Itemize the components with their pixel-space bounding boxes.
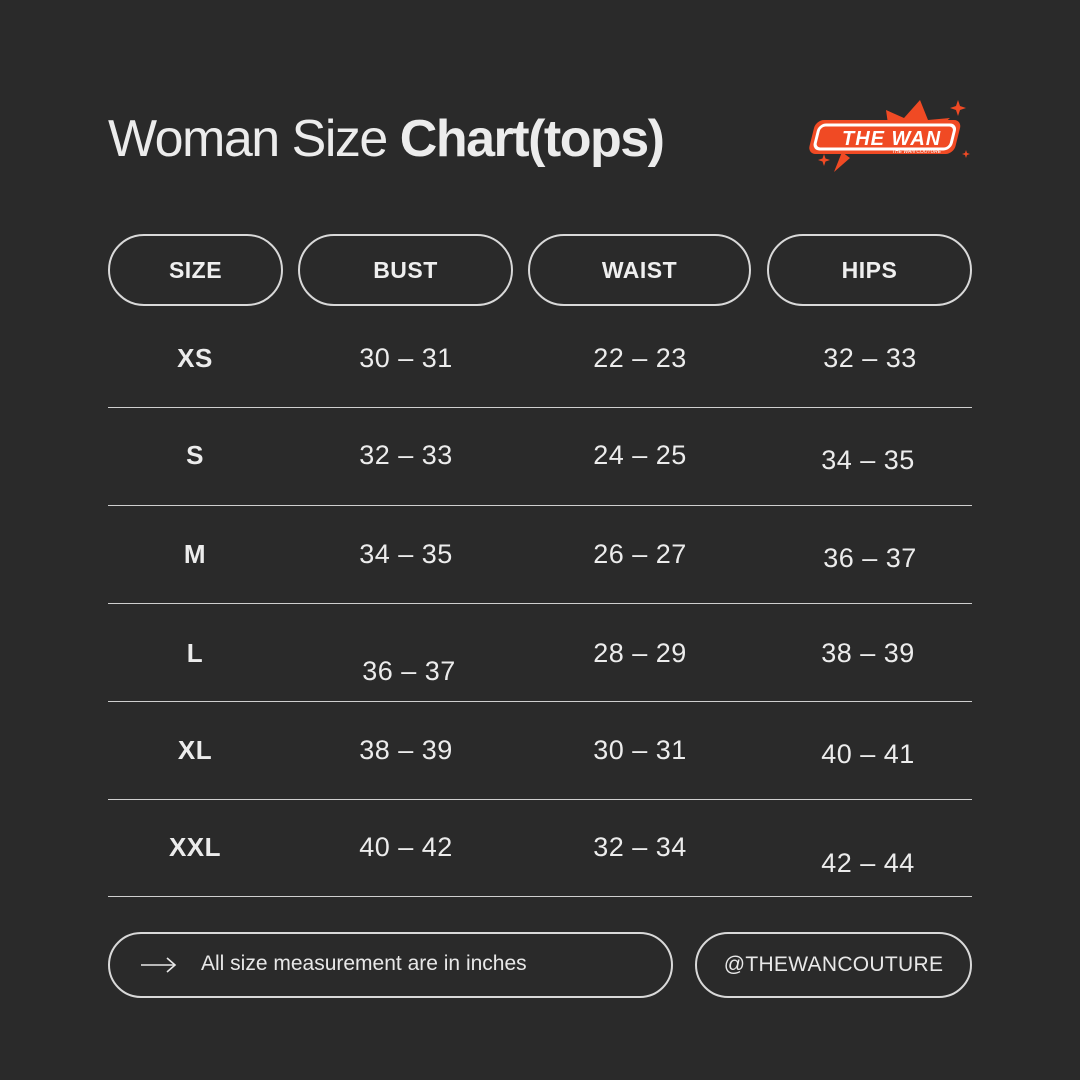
size-cell: XS: [177, 343, 213, 373]
table-row: [108, 702, 972, 800]
title-bold: Chart(tops): [399, 110, 664, 168]
page-title: [108, 108, 663, 170]
size-cell: XL: [177, 735, 213, 765]
size-cell: S: [186, 440, 204, 470]
table-row: [108, 408, 972, 506]
svg-text:THE WAN: THE WAN: [842, 128, 942, 150]
bust-cell: 30 – 31: [359, 343, 453, 373]
table-row: [108, 506, 972, 604]
bust-cell: 34 – 35: [359, 539, 453, 569]
waist-cell: 26 – 27: [593, 539, 687, 569]
size-cell: XXL: [168, 832, 222, 862]
bust-cell: 36 – 37: [362, 656, 456, 686]
hips-cell: 38 – 39: [821, 638, 915, 668]
hips-cell: 40 – 41: [821, 739, 915, 769]
bust-cell: 38 – 39: [359, 735, 453, 765]
brand-logo: [808, 96, 978, 176]
header-size: SIZE: [108, 234, 283, 306]
header-bust: BUST: [298, 234, 513, 306]
row-divider: [108, 896, 972, 898]
size-cell: L: [186, 638, 204, 668]
waist-cell: 24 – 25: [593, 440, 687, 470]
waist-cell: 32 – 34: [593, 832, 687, 862]
bust-cell: 32 – 33: [359, 440, 453, 470]
waist-cell: 30 – 31: [593, 735, 687, 765]
header-hips: HIPS: [767, 234, 972, 306]
title-light: Woman Size: [108, 110, 400, 168]
table-row: [108, 310, 972, 408]
arrow-right-icon: [140, 956, 178, 974]
social-handle: @THEWANCOUTURE: [695, 932, 972, 998]
table-row: [108, 799, 972, 897]
hips-cell: 32 – 33: [823, 343, 917, 373]
hips-cell: 34 – 35: [821, 445, 915, 475]
note-text: All size measurement are in inches: [201, 952, 527, 975]
size-cell: M: [183, 539, 207, 569]
table-row: [108, 604, 972, 702]
bust-cell: 40 – 42: [359, 832, 453, 862]
waist-cell: 22 – 23: [593, 343, 687, 373]
svg-text:THE WAN COUTURE: THE WAN COUTURE: [892, 149, 942, 155]
waist-cell: 28 – 29: [593, 638, 687, 668]
hips-cell: 36 – 37: [823, 543, 917, 573]
measurement-note: [108, 932, 673, 998]
header-waist: WAIST: [528, 234, 751, 306]
hips-cell: 42 – 44: [821, 848, 915, 878]
